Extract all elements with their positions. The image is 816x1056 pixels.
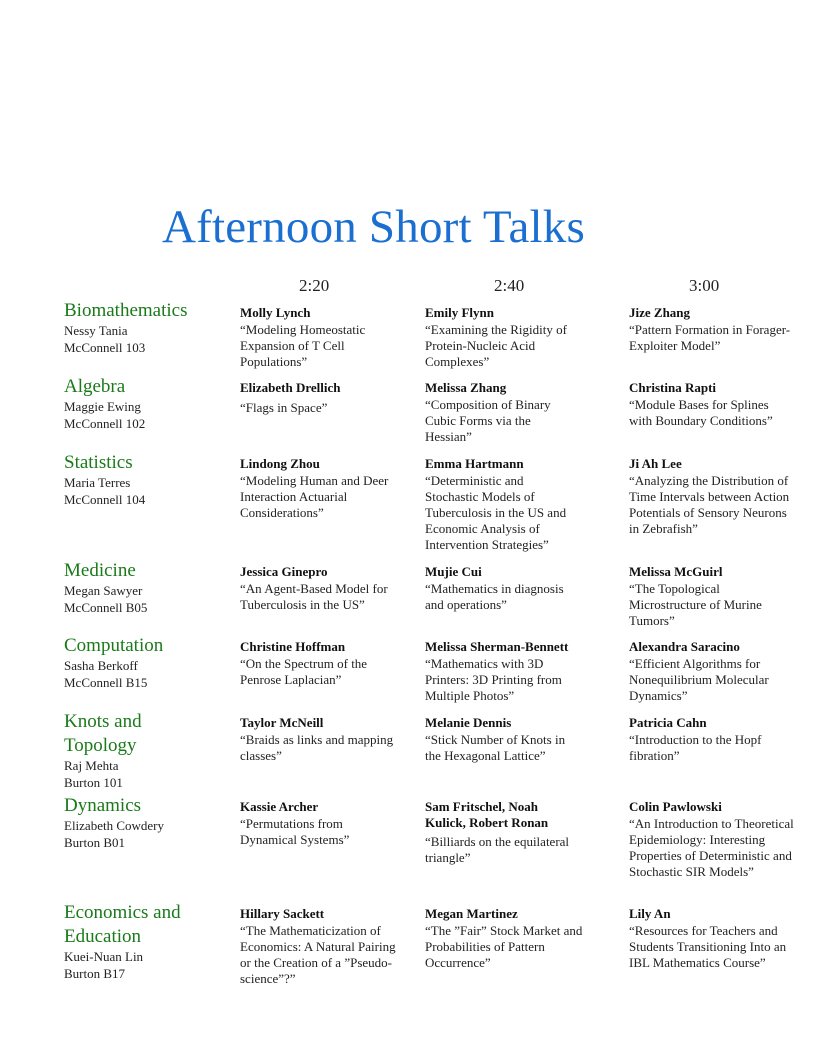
talk-slot-1 (240, 715, 400, 764)
talk-speaker: Taylor McNeill (240, 715, 324, 730)
talk-slot-3 (629, 906, 794, 971)
talk-slot-2 (425, 906, 585, 971)
talk-title: “Mathematics with 3D Printers: 3D Printing from Multiple Photos” (425, 655, 562, 703)
talk-slot-1 (240, 639, 400, 688)
session-chair: Megan Sawyer (64, 583, 143, 598)
talk-speaker: Kassie Archer (240, 799, 319, 814)
session-name: Medicine (64, 560, 136, 581)
session-algebra (64, 375, 214, 432)
session-name: Computation (64, 635, 164, 656)
talk-slot-2 (425, 715, 580, 764)
talk-speaker: Jessica Ginepro (240, 564, 328, 579)
session-economics-and-education (64, 901, 194, 982)
talk-slot-2 (425, 799, 580, 866)
talk-speaker: Hillary Sackett (240, 906, 325, 921)
session-chair: Nessy Tania (64, 323, 128, 338)
talk-title: “An Introduction to Theoretical Epidemiology: Interesting Properties of Deterministic and Stochastic SIR Models” (629, 815, 794, 879)
talk-slot-3 (629, 715, 794, 764)
session-chair: Maggie Ewing (64, 399, 141, 414)
talk-title: “Mathematics in diagnosis and operations” (425, 580, 564, 612)
session-room: Burton B17 (64, 965, 126, 981)
talk-title: “Billiards on the equilateral triangle” (425, 834, 570, 865)
talk-speaker: Emma Hartmann (425, 456, 524, 471)
talk-slot-2 (425, 305, 580, 370)
talk-title: “The Mathematicization of Economics: A Natural Pairing or the Creation of a ”Pseudo-science”?” (240, 922, 396, 986)
talk-speaker: Melissa Zhang (425, 380, 507, 395)
session-room: McConnell 102 (64, 415, 146, 431)
session-computation (64, 634, 214, 691)
talk-slot-3 (629, 305, 794, 354)
talk-title: “Modeling Human and Deer Interaction Actuarial Considerations” (240, 472, 389, 520)
talk-title: “Pattern Formation in Forager-Exploiter Model” (629, 321, 791, 353)
talk-title: “Stick Number of Knots in the Hexagonal Lattice” (425, 731, 566, 763)
session-chair: Elizabeth Cowdery (64, 818, 164, 833)
talk-title: “Module Bases for Splines with Boundary Conditions” (629, 396, 773, 428)
session-room: McConnell B05 (64, 599, 148, 615)
talk-title: “Deterministic and Stochastic Models of Tuberculosis in the US and Economic Analysis of Intervention Strategies” (425, 472, 567, 552)
talk-speaker: Colin Pawlowski (629, 799, 722, 814)
talk-slot-1 (240, 799, 400, 848)
talk-slot-2 (425, 639, 610, 704)
talk-title: “Introduction to the Hopf fibration” (629, 731, 762, 763)
session-name: Dynamics (64, 795, 142, 816)
talk-slot-3 (629, 380, 794, 429)
session-dynamics (64, 794, 214, 851)
talk-speaker: Elizabeth Drellich (240, 380, 341, 395)
session-name: Knots and Topology (64, 711, 142, 756)
talk-title: “Analyzing the Distribution of Time Intervals between Action Potentials of Sensory Neurons in Zebrafish” (629, 472, 790, 536)
talk-slot-3 (629, 456, 794, 537)
session-name: Economics and Education (64, 902, 181, 947)
session-room: McConnell 104 (64, 491, 146, 507)
talk-title: “An Agent-Based Model for Tuberculosis in the US” (240, 580, 388, 612)
time-header-3: 3:00 (689, 276, 720, 295)
time-header-2: 2:40 (494, 276, 525, 295)
session-name: Biomathematics (64, 300, 188, 321)
talk-speaker: Sam Fritschel, Noah Kulick, Robert Ronan (425, 799, 549, 830)
session-room: McConnell 103 (64, 339, 146, 355)
talk-title: “Examining the Rigidity of Protein-Nucleic Acid Complexes” (425, 321, 567, 369)
session-chair: Kuei-Nuan Lin (64, 949, 144, 964)
talk-slot-2 (425, 456, 580, 553)
talk-title: “Permutations from Dynamical Systems” (240, 815, 350, 847)
talk-title: “The Topological Microstructure of Murine Tumors” (629, 580, 762, 628)
talk-speaker: Patricia Cahn (629, 715, 707, 730)
talk-title: “Flags in Space” (240, 399, 328, 415)
talk-slot-1 (240, 564, 400, 613)
talk-speaker: Melissa McGuirl (629, 564, 723, 579)
talk-speaker: Lindong Zhou (240, 456, 320, 471)
talk-slot-1 (240, 906, 400, 987)
talk-speaker: Christina Rapti (629, 380, 717, 395)
talk-slot-3 (629, 799, 794, 880)
page-title: Afternoon Short Talks (162, 201, 586, 253)
talk-speaker: Melanie Dennis (425, 715, 512, 730)
session-biomathematics (64, 299, 214, 356)
session-chair: Maria Terres (64, 475, 131, 490)
talk-slot-1 (240, 456, 400, 521)
talk-slot-3 (629, 564, 794, 629)
talk-title: “Efficient Algorithms for Nonequilibrium Molecular Dynamics” (629, 655, 769, 703)
talk-title: “On the Spectrum of the Penrose Laplacian” (240, 655, 368, 687)
talk-speaker: Lily An (629, 906, 671, 921)
talk-speaker: Melissa Sherman-Bennett (425, 639, 569, 654)
time-header-1: 2:20 (299, 276, 330, 295)
talk-title: “Composition of Binary Cubic Forms via the Hessian” (425, 396, 551, 444)
session-statistics (64, 451, 214, 508)
talk-speaker: Molly Lynch (240, 305, 311, 320)
session-medicine (64, 559, 214, 616)
talk-speaker: Megan Martinez (425, 906, 518, 921)
talk-speaker: Jize Zhang (629, 305, 691, 320)
talk-title: “Braids as links and mapping classes” (240, 731, 394, 763)
session-room: McConnell B15 (64, 674, 148, 690)
talk-speaker: Alexandra Saracino (629, 639, 740, 654)
talk-speaker: Christine Hoffman (240, 639, 346, 654)
talk-slot-3 (629, 639, 794, 704)
session-knots-and-topology (64, 710, 164, 791)
talk-title: “Modeling Homeostatic Expansion of T Cell Populations” (240, 321, 366, 369)
session-room: Burton B01 (64, 834, 126, 850)
talk-speaker: Emily Flynn (425, 305, 494, 320)
talk-title: “The ”Fair” Stock Market and Probabilities of Pattern Occurrence” (425, 922, 583, 970)
session-name: Algebra (64, 376, 126, 397)
session-name: Statistics (64, 452, 133, 473)
talk-slot-1 (240, 305, 400, 370)
session-chair: Raj Mehta (64, 758, 119, 773)
session-chair: Sasha Berkoff (64, 658, 138, 673)
talk-speaker: Mujie Cui (425, 564, 482, 579)
talk-slot-2 (425, 380, 580, 445)
talk-slot-2 (425, 564, 585, 613)
talk-speaker: Ji Ah Lee (629, 456, 682, 471)
talk-slot-1 (240, 380, 400, 416)
session-room: Burton 101 (64, 774, 123, 790)
talk-title: “Resources for Teachers and Students Transitioning Into an IBL Mathematics Course” (629, 922, 787, 970)
